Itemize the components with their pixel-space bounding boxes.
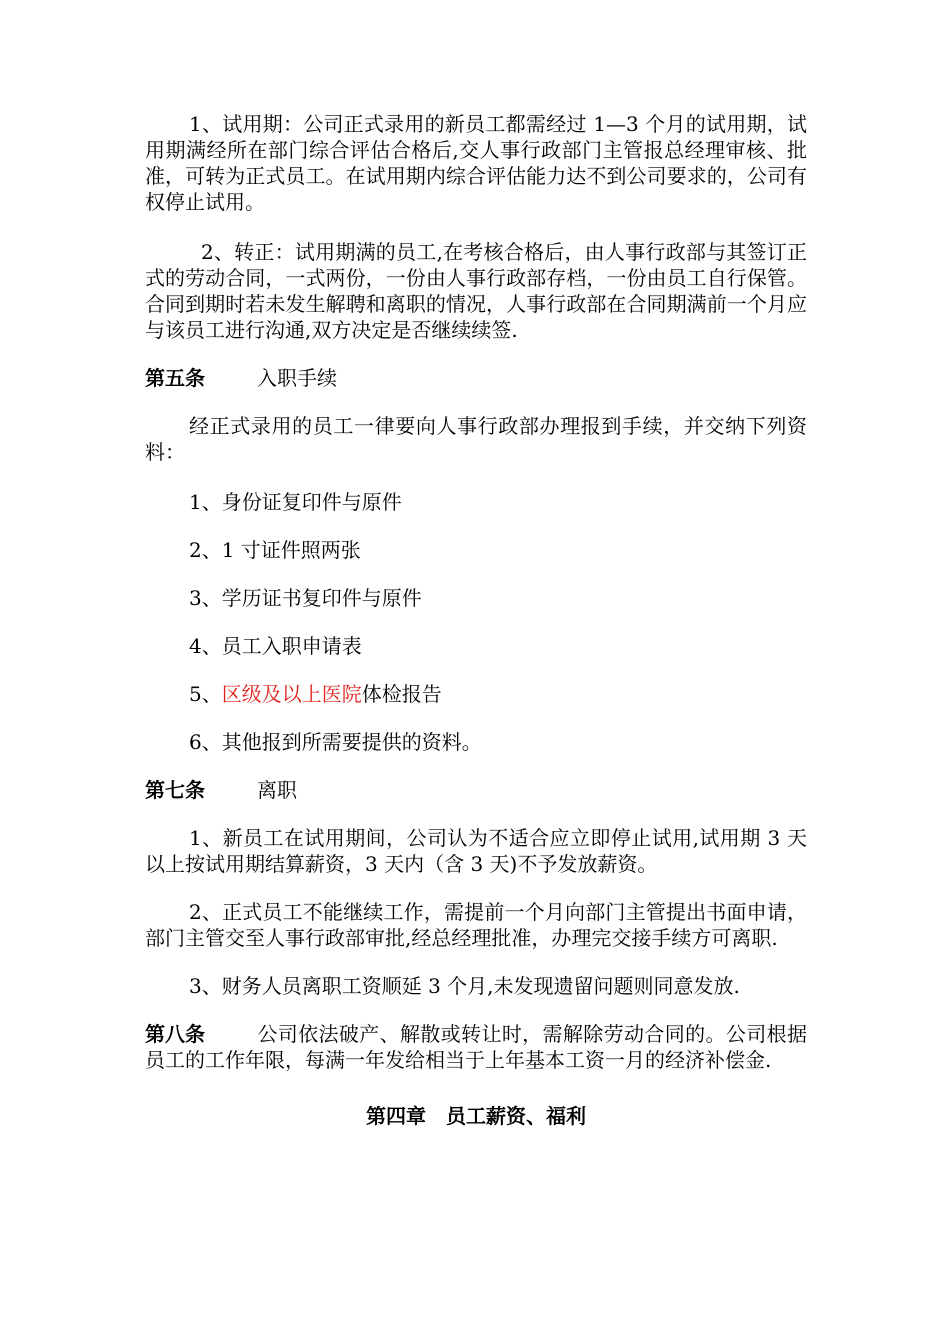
article-7-paragraph: 2、正式员工不能继续工作，需提前一个月向部门主管提出书面申请，部门主管交至人事行政部审批,经总经理批准，办理完交接手续方可离职. <box>145 900 807 950</box>
list-item <box>145 681 807 707</box>
article-5-heading <box>145 365 807 391</box>
list-item: 6、其他报到所需要提供的资料。 <box>189 730 482 754</box>
document-page <box>145 111 807 1129</box>
list-item: 3、学历证书复印件与原件 <box>189 586 422 610</box>
article-5-title: 入职手续 <box>257 366 337 390</box>
article-8-paragraph <box>145 1021 807 1073</box>
highlighted-text: 区级及以上医院 <box>221 682 362 706</box>
article-7-title: 离职 <box>257 778 297 802</box>
list-item-suffix: 体检报告 <box>361 682 442 706</box>
article-8-number: 第八条 <box>145 1022 205 1046</box>
list-item-prefix: 5、 <box>189 682 222 706</box>
article-8-text: 公司依法破产、解散或转让时，需解除劳动合同的。公司根据员工的工作年限，每满一年发给相当于上年基本工资一月的经济补偿金. <box>145 1022 807 1072</box>
article-7-paragraph: 3、财务人员离职工资顺延 3 个月,未发现遗留问题则同意发放. <box>189 974 740 998</box>
list-item: 4、员工入职申请表 <box>189 634 362 658</box>
list-item: 1、身份证复印件与原件 <box>189 490 402 514</box>
chapter-title: 第四章 员工薪资、福利 <box>366 1104 586 1128</box>
article-7-paragraph: 1、新员工在试用期间，公司认为不适合应立即停止试用,试用期 3 天以上按试用期结算薪资，3 天内（含 3 天)不予发放薪资。 <box>145 826 807 876</box>
article-7-number: 第七条 <box>145 778 205 802</box>
list-item: 2、1 寸证件照两张 <box>189 538 361 562</box>
probation-paragraph: 1、试用期：公司正式录用的新员工都需经过 1—3 个月的试用期，试用期满经所在部门综合评估合格后,交人事行政部门主管报总经理审核、批准，可转为正式员工。在试用期内综合评估能力达不到公司要求的，公司有权停止试用。 <box>145 112 807 214</box>
article-7-heading <box>145 777 807 803</box>
article-5-intro: 经正式录用的员工一律要向人事行政部办理报到手续，并交纳下列资料： <box>145 414 807 464</box>
confirmation-paragraph: 2、转正：试用期满的员工,在考核合格后，由人事行政部与其签订正式的劳动合同，一式两份，一份由人事行政部存档，一份由员工自行保管。合同到期时若未发生解聘和离职的情况，人事行政部在合同期满前一个月应与该员工进行沟通,双方决定是否继续续签. <box>145 240 807 342</box>
article-5-number: 第五条 <box>145 366 205 390</box>
